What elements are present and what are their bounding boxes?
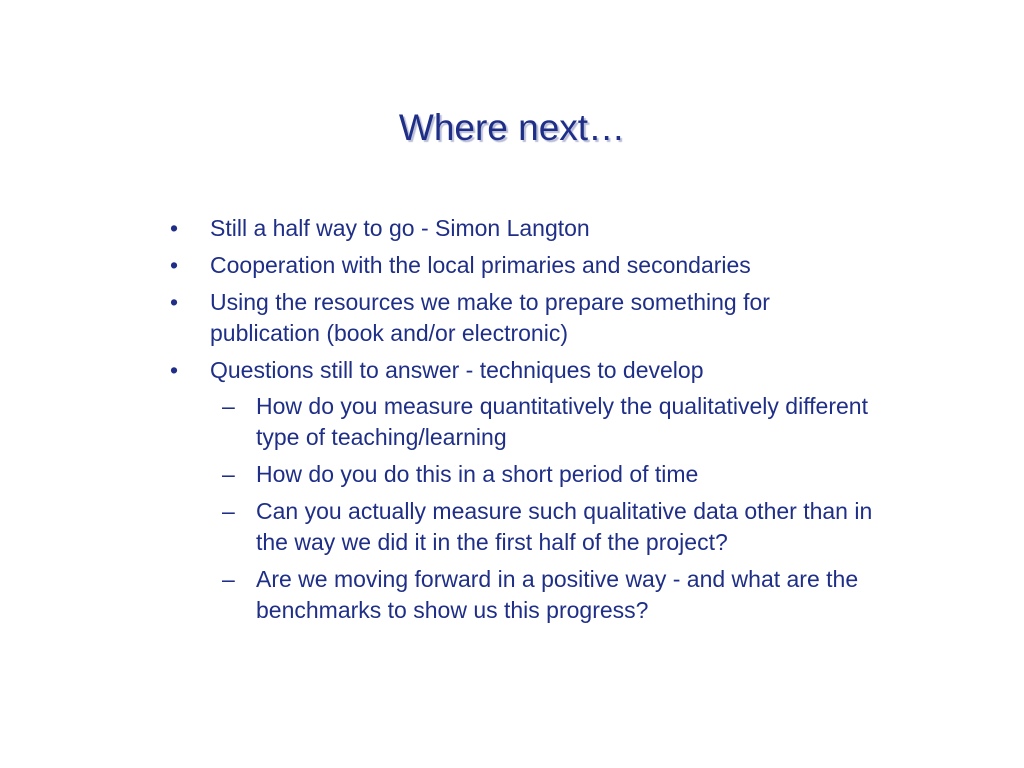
bullet-item bbox=[164, 213, 884, 244]
bullet-list bbox=[164, 213, 884, 632]
bullet-marker: • bbox=[170, 252, 179, 278]
sub-bullet-text: How do you measure quantitatively the qualitatively different type of teaching/learning bbox=[256, 393, 868, 450]
sub-bullet-marker: – bbox=[222, 393, 235, 419]
sub-bullet-marker: – bbox=[222, 566, 235, 592]
bullet-item bbox=[164, 287, 850, 349]
bullet-marker: • bbox=[170, 215, 179, 241]
sub-bullet-item bbox=[210, 564, 876, 626]
sub-bullet-item bbox=[210, 391, 876, 453]
sub-bullet-text: How do you do this in a short period of time bbox=[256, 461, 699, 487]
bullet-text: Cooperation with the local primaries and secondaries bbox=[210, 252, 751, 278]
sub-bullet-marker: – bbox=[222, 498, 235, 524]
bullet-text: Using the resources we make to prepare something for publication (book and/or electronic) bbox=[210, 289, 770, 346]
sub-bullet-marker: – bbox=[222, 461, 235, 487]
sub-bullet-item bbox=[210, 459, 876, 490]
sub-bullet-list bbox=[210, 391, 884, 626]
sub-bullet-text: Can you actually measure such qualitative data other than in the way we did it in the first half of the project? bbox=[256, 498, 873, 555]
bullet-marker: • bbox=[170, 289, 179, 315]
bullet-item bbox=[164, 250, 884, 281]
slide-title: Where next… bbox=[398, 107, 626, 148]
bullet-marker: • bbox=[170, 357, 179, 383]
bullet-text: Still a half way to go - Simon Langton bbox=[210, 215, 590, 241]
bullet-item bbox=[164, 355, 884, 626]
sub-bullet-item bbox=[210, 496, 876, 558]
bullet-text: Questions still to answer - techniques to develop bbox=[210, 357, 704, 383]
sub-bullet-text: Are we moving forward in a positive way - and what are the benchmarks to show us this progress? bbox=[256, 566, 859, 623]
